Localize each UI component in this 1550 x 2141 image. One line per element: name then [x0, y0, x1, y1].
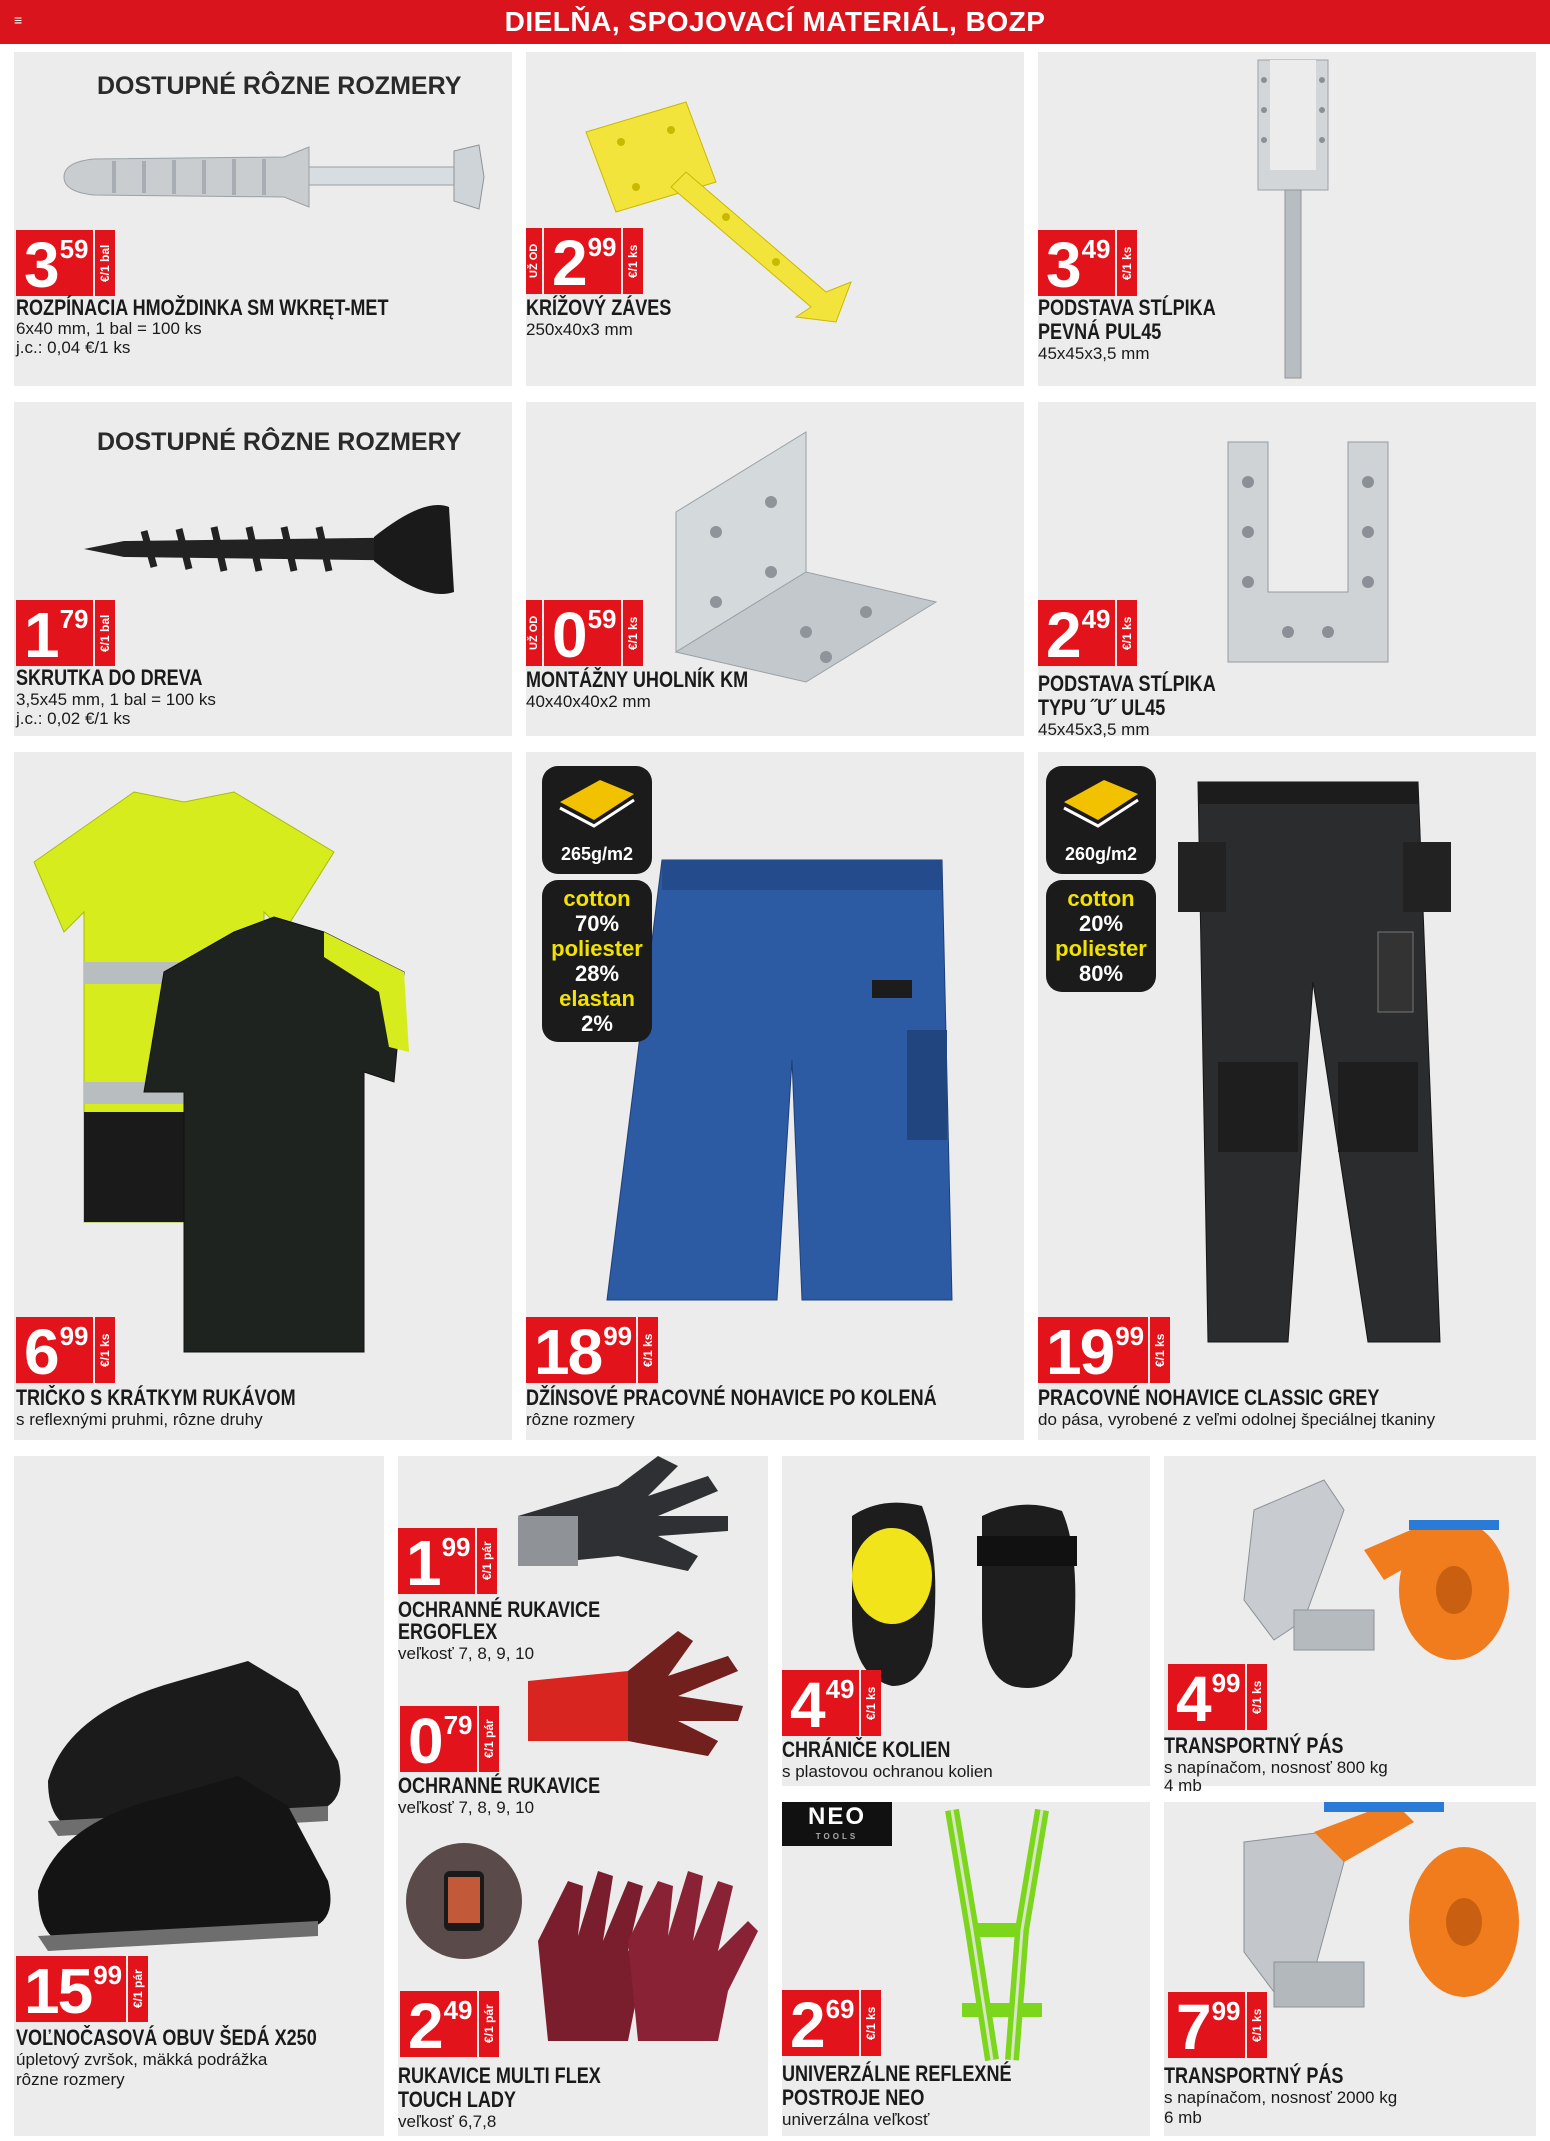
price-main: 2: [1046, 599, 1080, 671]
price-cents: 99: [603, 1321, 633, 1351]
brand-name: NEO: [807, 1803, 866, 1830]
angle-bracket-image: [676, 432, 936, 682]
price-tag: [1038, 1316, 1170, 1388]
price-main: 1: [24, 599, 58, 671]
product-desc-line2: rôzne rozmery: [16, 2070, 125, 2089]
price-unit: €/1 ks: [1247, 1664, 1267, 1730]
material-percent: 80%: [1078, 961, 1124, 986]
product-name: DŽÍNSOVÉ PRACOVNÉ NOHAVICE PO KOLENÁ: [526, 1385, 937, 1410]
price-tag: [526, 599, 643, 671]
product-name: VOĽNOČASOVÁ OBUV ŠEDÁ X250: [16, 2025, 317, 2050]
price-tag: [782, 1669, 881, 1741]
wall-plug-image: [54, 137, 494, 227]
material-percent: 20%: [1078, 911, 1124, 936]
product-tile-obuv[interactable]: [14, 1456, 384, 2136]
price-tag: [400, 1990, 499, 2062]
product-desc: 45x45x3,5 mm: [1038, 344, 1150, 363]
product-name: OCHRANNÉ RUKAVICE: [398, 1597, 601, 1622]
u-post-base-image: [1228, 442, 1388, 692]
price-cents: 59: [59, 234, 89, 264]
price-unit: €/1 ks: [861, 1990, 881, 2056]
price-main: 18: [534, 1316, 602, 1388]
menu-icon[interactable]: ≡: [14, 12, 23, 28]
product-tile-zaves[interactable]: [526, 52, 1024, 386]
price-cents: 99: [1115, 1321, 1145, 1351]
material-percent: 70%: [574, 911, 620, 936]
price-unit: €/1 ks: [623, 600, 643, 666]
price-cents: 49: [1081, 604, 1111, 634]
screw-image: [84, 497, 464, 607]
price-cents: 49: [443, 1995, 473, 2025]
material-name: poliester: [1055, 936, 1147, 961]
product-name-line2: ERGOFLEX: [398, 1619, 498, 1644]
product-name: TRANSPORTNÝ PÁS: [1164, 1733, 1344, 1758]
price-tag: [782, 1989, 881, 2061]
price-tag: [1038, 599, 1137, 671]
page-title: DIELŇA, SPOJOVACÍ MATERIÁL, BOZP: [504, 6, 1046, 37]
product-desc: 6x40 mm, 1 bal = 100 ks: [16, 319, 202, 338]
price-tag: [16, 1955, 148, 2027]
product-name: PODSTAVA STĹPIKA: [1038, 671, 1216, 696]
price-main: 2: [552, 227, 586, 299]
price-unit: €/1 ks: [623, 228, 643, 294]
price-tag: [16, 1316, 115, 1388]
price-main: 0: [552, 599, 586, 671]
product-name: CHRÁNIČE KOLIEN: [782, 1737, 951, 1762]
page-header: [0, 0, 1550, 44]
product-tile-chranice-kolien[interactable]: [782, 1456, 1150, 1786]
product-tile-podstava-ul45[interactable]: [1038, 402, 1536, 739]
price-tag: [1168, 1991, 1267, 2063]
product-desc: veľkosť 7, 8, 9, 10: [398, 1798, 535, 1817]
price-tag: [1168, 1663, 1267, 1735]
price-main: 4: [790, 1669, 824, 1741]
product-name: UNIVERZÁLNE REFLEXNÉ: [782, 2061, 1012, 2086]
multiflex-gloves-image: [508, 1861, 758, 2051]
product-desc: rôzne rozmery: [526, 1410, 635, 1429]
price-cents: 59: [587, 604, 617, 634]
product-name: RUKAVICE MULTI FLEX: [398, 2063, 601, 2088]
red-gloves-image: [518, 1631, 748, 1761]
price-main: 3: [24, 229, 58, 301]
product-name: ROZPÍNACIA HMOŽDINKA SM WKRĘT-MET: [16, 295, 389, 320]
price-main: 15: [24, 1955, 92, 2027]
fabric-icon: [560, 780, 634, 824]
product-name-line2: TOUCH LADY: [398, 2087, 516, 2112]
available-sizes-label: DOSTUPNÉ RÔZNE ROZMERY: [97, 428, 462, 456]
material-name: cotton: [1067, 886, 1135, 911]
product-desc: s napínačom, nosnosť 2000 kg: [1164, 2088, 1398, 2107]
price-tag: [398, 1527, 497, 1599]
product-tile-tricko[interactable]: [14, 752, 512, 1440]
product-name: TRANSPORTNÝ PÁS: [1164, 2063, 1344, 2088]
product-desc: úpletový zvršok, mäkká podrážka: [16, 2050, 268, 2069]
tshirt-image: [34, 792, 454, 1332]
price-main: 7: [1176, 1991, 1210, 2063]
product-desc: 250x40x3 mm: [526, 320, 633, 339]
product-desc-line2: 6 mb: [1164, 2108, 1202, 2127]
price-main: 4: [1176, 1663, 1210, 1735]
knee-pads-image: [842, 1496, 1092, 1696]
price-tag: [1038, 229, 1137, 301]
price-main: 3: [1046, 229, 1080, 301]
price-unit: €/1 ks: [861, 1670, 881, 1736]
reflective-harness-image: [932, 1810, 1072, 2060]
product-tile-transportny-pas-2000[interactable]: [1164, 1802, 1536, 2136]
price-prefix: UŽ OD: [526, 228, 542, 294]
price-unit: €/1 bal: [95, 230, 115, 296]
product-desc: do pása, vyrobené z veľmi odolnej špeciálnej tkaniny: [1038, 1410, 1436, 1429]
product-desc: 45x45x3,5 mm: [1038, 720, 1150, 739]
product-desc: s plastovou ochranou kolien: [782, 1762, 993, 1781]
price-cents: 49: [825, 1674, 855, 1704]
ratchet-strap-image: [1234, 1802, 1524, 2022]
price-main: 6: [24, 1316, 58, 1388]
price-cents: 69: [825, 1994, 855, 2024]
product-name-line2: POSTROJE NEO: [782, 2085, 925, 2110]
product-tile-transportny-pas-800[interactable]: [1164, 1456, 1536, 1795]
ratchet-strap-image: [1234, 1480, 1514, 1680]
neo-tools-logo: [782, 1802, 892, 1846]
product-name-line2: PEVNÁ PUL45: [1038, 319, 1162, 344]
product-tile-dzinsove-nohavice[interactable]: [526, 752, 1024, 1440]
product-name: PODSTAVA STĹPIKA: [1038, 295, 1216, 320]
material-composition-badge: [542, 880, 652, 1042]
price-unit: €/1 ks: [1247, 1992, 1267, 2058]
price-tag: [526, 1316, 658, 1388]
product-tile-nohavice-classic-grey[interactable]: [1038, 752, 1536, 1440]
product-desc: s napínačom, nosnosť 800 kg: [1164, 1758, 1388, 1777]
price-main: 1: [406, 1527, 440, 1599]
product-tile-uholnik[interactable]: [526, 402, 1024, 736]
price-unit: €/1 ks: [638, 1317, 658, 1383]
price-unit: €/1 ks: [95, 1317, 115, 1383]
product-name: PRACOVNÉ NOHAVICE CLASSIC GREY: [1038, 1385, 1380, 1410]
price-cents: 99: [93, 1960, 123, 1990]
price-unit: €/1 pár: [479, 1706, 499, 1772]
price-unit: €/1 bal: [95, 600, 115, 666]
price-main: 2: [408, 1990, 442, 2062]
price-unit: €/1 ks: [1117, 600, 1137, 666]
price-unit: €/1 pár: [128, 1956, 148, 2022]
price-tag: [526, 227, 643, 299]
price-cents: 99: [587, 232, 617, 262]
material-percent: 2%: [581, 1011, 613, 1036]
price-cents: 79: [443, 1710, 473, 1740]
price-prefix: UŽ OD: [526, 600, 542, 666]
product-desc: s reflexnými pruhmi, rôzne druhy: [16, 1410, 263, 1429]
product-tile-podstava-pul45[interactable]: [1038, 52, 1536, 386]
price-tag: [16, 599, 115, 671]
material-composition-badge: [1046, 880, 1156, 992]
product-tile-skrutka[interactable]: [14, 402, 512, 736]
price-cents: 99: [441, 1532, 471, 1562]
fabric-weight: 260g/m2: [1064, 844, 1138, 864]
price-unit: €/1 pár: [477, 1528, 497, 1594]
product-name: TRIČKO S KRÁTKYM RUKÁVOM: [16, 1385, 296, 1410]
ergoflex-gloves-image: [508, 1456, 738, 1576]
price-cents: 49: [1081, 234, 1111, 264]
product-unit-price: j.c.: 0,04 €/1 ks: [16, 338, 131, 357]
product-name-line2: TYPU ˝U˝ UL45: [1038, 695, 1166, 720]
price-cents: 99: [59, 1321, 89, 1351]
price-cents: 99: [1211, 1996, 1241, 2026]
shoes-image: [28, 1631, 378, 1951]
price-tag: [400, 1705, 499, 1777]
material-name: cotton: [563, 886, 631, 911]
price-main: 0: [408, 1705, 442, 1777]
material-name: elastan: [559, 986, 635, 1011]
product-desc: univerzálna veľkosť: [782, 2110, 930, 2129]
price-unit: €/1 ks: [1150, 1317, 1170, 1383]
product-unit-price: j.c.: 0,02 €/1 ks: [16, 709, 131, 728]
fabric-weight-badge: [1046, 766, 1156, 874]
available-sizes-label: DOSTUPNÉ RÔZNE ROZMERY: [97, 72, 462, 100]
price-main: 19: [1046, 1316, 1114, 1388]
product-desc: 3,5x45 mm, 1 bal = 100 ks: [16, 690, 216, 709]
product-name: KRÍŽOVÝ ZÁVES: [526, 295, 672, 320]
work-trousers-image: [1178, 782, 1458, 1342]
price-cents: 99: [1211, 1668, 1241, 1698]
price-main: 2: [790, 1989, 824, 2061]
price-cents: 79: [59, 604, 89, 634]
touch-phone-photo: [404, 1841, 524, 1961]
denim-shorts-image: [602, 860, 982, 1300]
post-base-image: [1258, 60, 1338, 380]
product-desc: veľkosť 7, 8, 9, 10: [398, 1644, 535, 1663]
brand-subtitle: TOOLS: [815, 1832, 859, 1841]
fabric-icon: [1064, 780, 1138, 824]
product-desc: veľkosť 6,7,8: [398, 2112, 497, 2131]
product-name: MONTÁŽNY UHOLNÍK KM: [526, 667, 749, 692]
product-tile-reflexne-postroje[interactable]: [782, 1802, 1150, 2136]
product-desc-line2: 4 mb: [1164, 1776, 1202, 1795]
product-desc: 40x40x40x2 mm: [526, 692, 651, 711]
price-unit: €/1 pár: [479, 1991, 499, 2057]
material-percent: 28%: [574, 961, 620, 986]
product-name: OCHRANNÉ RUKAVICE: [398, 1773, 601, 1798]
product-tile-hmozdinka[interactable]: [14, 52, 512, 386]
fabric-weight: 265g/m2: [560, 844, 634, 864]
product-name: SKRUTKA DO DREVA: [16, 665, 203, 690]
price-unit: €/1 ks: [1117, 230, 1137, 296]
fabric-weight-badge: [542, 766, 652, 874]
product-tile-rukavice[interactable]: [398, 1456, 768, 2136]
material-name: poliester: [551, 936, 643, 961]
price-tag: [16, 229, 115, 301]
